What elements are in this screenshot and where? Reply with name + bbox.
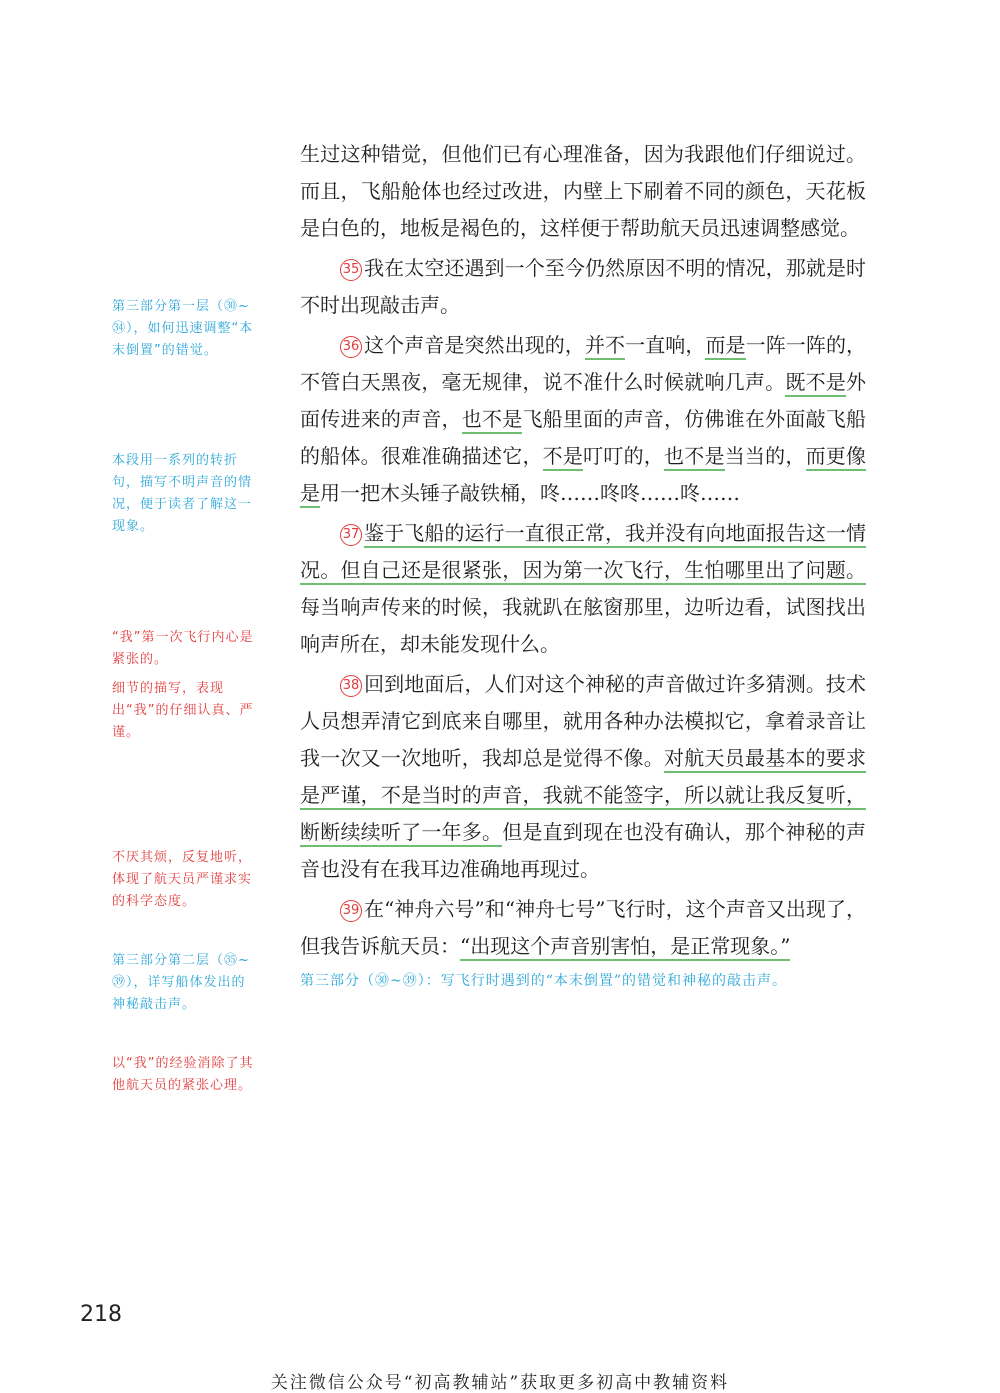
margin-note-6: 第三部分第二层（㉟~㊴），详写船体发出的神秘敲击声。	[112, 953, 250, 1012]
underlined-span: 也不是	[664, 444, 725, 471]
underlined-span: 而是	[705, 333, 745, 360]
margin-note-5: 不厌其烦，反复地听，体现了航天员严谨求实的科学态度。	[112, 850, 253, 909]
underlined-span: 既不是	[785, 370, 846, 397]
margin-note-2: 本段用一系列的转折句，描写不明声音的情况，便于读者了解这一现象。	[112, 453, 253, 534]
text-span: 当当的，	[724, 444, 806, 468]
margin-note-7: 以“我”的经验消除了其他航天员的紧张心理。	[112, 1056, 254, 1093]
underlined-span: “出现这个声音别害怕，是正常现象。”	[460, 934, 790, 961]
text-span: 回到地面后，人们对这个神秘的声音做过许多猜测。技术人员想弄清它到底来自哪里，就用各种办法模拟它，拿着录音让我一次又一次地听，我却总是觉得不像。	[300, 672, 866, 770]
underlined-span: 不是	[543, 444, 583, 471]
text-span: 这个声音是突然出现的，	[364, 333, 585, 357]
paragraph-37	[300, 515, 866, 663]
paragraph-continued: 生过这种错觉，但他们已有心理准备，因为我跟他们仔细说过。而且，飞船舱体也经过改进，内壁上下刷着不同的颜色，天花板是白色的，地板是褐色的，这样便于帮助航天员迅速调整感觉。	[300, 142, 866, 240]
underlined-span: 也不是	[462, 407, 523, 434]
paragraph-number-37: 37	[340, 524, 362, 546]
paragraph-number-38: 38	[340, 675, 362, 697]
paragraph-35-text: 我在太空还遇到一个至今仍然原因不明的情况，那就是时不时出现敲击声。	[300, 256, 866, 317]
underlined-span: 鉴于飞船的运行一直很正常，我并没有向地面报告这一情况。但自己还是很紧张，因为第一次飞行，生怕哪里出了问题。	[300, 521, 866, 585]
underlined-span: 对航天员最基本的要求是严谨，不是当时的声音，我就不能签字，所以就让我反复听，断断续续听了一年多。	[300, 746, 866, 847]
text-span: 一直响，	[625, 333, 706, 357]
text-span: 每当响声传来的时候，我就趴在舷窗那里，边听边看，试图找出响声所在，却未能发现什么。	[300, 595, 866, 656]
text-span: 外面传进来的声音，	[300, 370, 867, 431]
text-span: 但是直到现在也没有确认，那个神秘的声音也没有在我耳边准确地再现过。	[300, 820, 867, 881]
paragraph-number-35: 35	[340, 259, 362, 281]
text-span: 用一把木头锤子敲铁桶，咚……咚咚……咚……	[320, 481, 740, 505]
underlined-span: 并不	[585, 333, 625, 360]
paragraph-39	[300, 891, 866, 965]
paragraph-number-39: 39	[340, 900, 362, 922]
paragraph-36	[300, 327, 866, 512]
paragraph-38	[300, 666, 866, 888]
footer-text: 关注微信公众号“初高教辅站”获取更多初高中教辅资料	[270, 1373, 730, 1393]
text-span: 一阵一阵的，不管白天黑夜，毫无规律，说不准什么时候就响几声。	[300, 333, 867, 394]
margin-note-1: 第三部分第一层（㉚~㉞），如何迅速调整“本末倒置”的错觉。	[112, 299, 254, 358]
main-text	[300, 136, 866, 993]
margin-note-3: “我”第一次飞行内心是紧张的。	[112, 630, 254, 667]
margin-note-4: 细节的描写，表现出“我”的仔细认真、严谨。	[112, 681, 254, 740]
underlined-span: 而更像是	[300, 444, 866, 508]
text-span: 叮叮的，	[583, 444, 665, 468]
text-span: 飞船里面的声音，仿佛谁在外面敲飞船的船体。很难准确描述它，	[300, 407, 867, 468]
paragraph-number-36: 36	[340, 336, 362, 358]
text-span: 在“神舟六号”和“神舟七号”飞行时，这个声音又出现了，但我告诉航天员：	[300, 897, 866, 958]
paragraph-35	[300, 250, 866, 324]
page-number: 218	[80, 1302, 122, 1327]
section-summary: 第三部分（㉚~㊴）：写飞行时遇到的“本末倒置”的错觉和神秘的敲击声。	[300, 973, 788, 989]
